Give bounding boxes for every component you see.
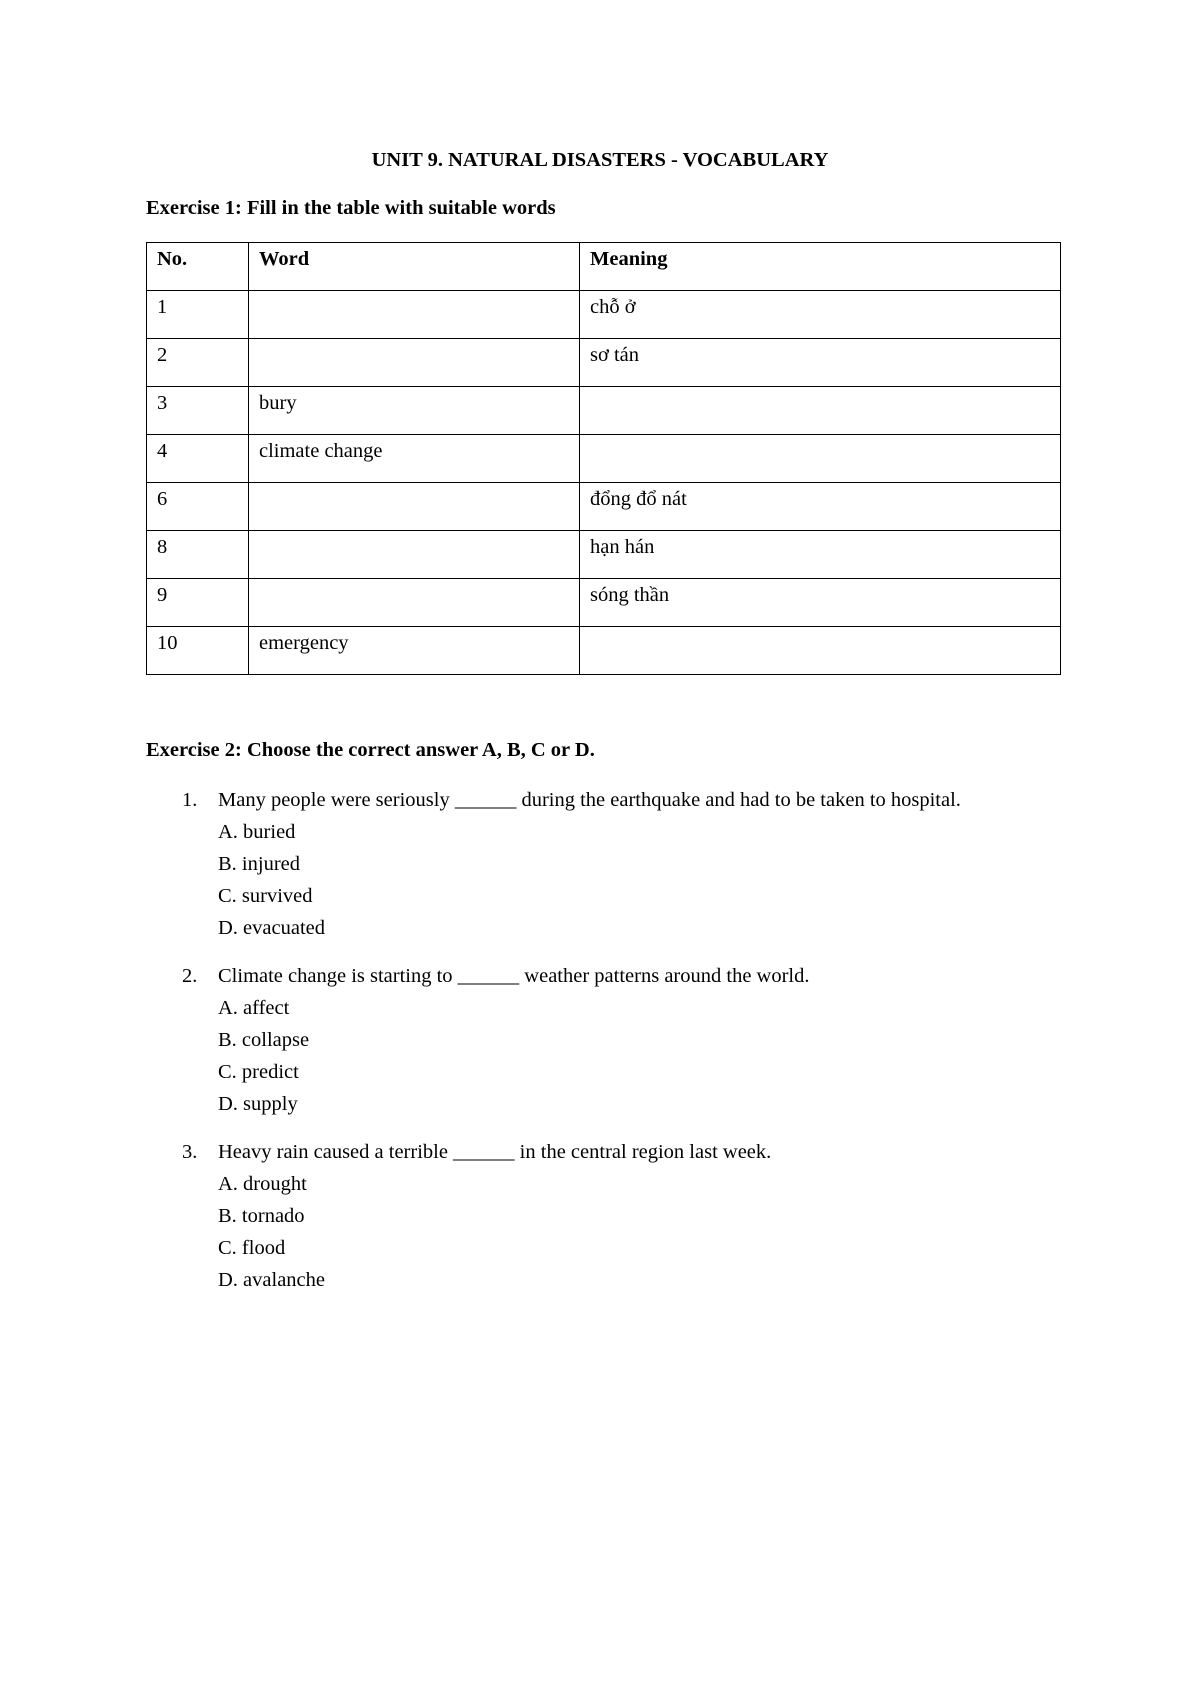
- cell-meaning: đổng đổ nát: [580, 483, 1061, 531]
- option-a: A. buried: [218, 821, 296, 843]
- question-text: Heavy rain caused a terrible ______ in the central region last week.: [218, 1141, 772, 1163]
- cell-meaning: sơ tán: [580, 339, 1061, 387]
- cell-no: 4: [147, 435, 249, 483]
- cell-no: 3: [147, 387, 249, 435]
- cell-meaning: [580, 627, 1061, 675]
- page-title: UNIT 9. NATURAL DISASTERS - VOCABULARY: [371, 149, 829, 171]
- question-number: 1.: [182, 789, 198, 811]
- cell-word: [249, 291, 580, 339]
- table-row: [147, 339, 1061, 387]
- table-row: [147, 579, 1061, 627]
- question-text: Many people were seriously ______ during the earthquake and had to be taken to hospital.: [218, 789, 961, 811]
- option-b: B. collapse: [218, 1029, 310, 1051]
- cell-meaning: [580, 435, 1061, 483]
- cell-meaning: [580, 387, 1061, 435]
- exercise2-heading: Exercise 2: Choose the correct answer A, B, C or D.: [146, 739, 595, 761]
- option-a: A. drought: [218, 1173, 307, 1195]
- cell-word: bury: [249, 387, 580, 435]
- question-list: [146, 784, 1060, 1312]
- option-c: C. predict: [218, 1061, 299, 1083]
- question-number: 2.: [182, 965, 198, 987]
- cell-meaning: chỗ ở: [580, 291, 1061, 339]
- table-row: [147, 483, 1061, 531]
- option-d: D. supply: [218, 1093, 298, 1115]
- header-meaning: Meaning: [580, 243, 1061, 291]
- table-row: [147, 531, 1061, 579]
- cell-no: 8: [147, 531, 249, 579]
- option-d: D. avalanche: [218, 1269, 325, 1291]
- cell-no: 1: [147, 291, 249, 339]
- table-row: [147, 291, 1061, 339]
- question-item: [146, 784, 1060, 944]
- option-b: B. tornado: [218, 1205, 305, 1227]
- cell-no: 9: [147, 579, 249, 627]
- table-row: [147, 435, 1061, 483]
- option-c: C. flood: [218, 1237, 286, 1259]
- vocabulary-table: [146, 242, 1061, 675]
- table-row: [147, 387, 1061, 435]
- cell-no: 2: [147, 339, 249, 387]
- option-d: D. evacuated: [218, 917, 325, 939]
- cell-word: [249, 531, 580, 579]
- header-word: Word: [249, 243, 580, 291]
- cell-word: emergency: [249, 627, 580, 675]
- question-item: [146, 960, 1060, 1120]
- question-item: [146, 1136, 1060, 1296]
- exercise1-heading: Exercise 1: Fill in the table with suitable words: [146, 197, 556, 219]
- header-no: No.: [147, 243, 249, 291]
- table-row: [147, 627, 1061, 675]
- cell-word: climate change: [249, 435, 580, 483]
- cell-no: 10: [147, 627, 249, 675]
- question-text: Climate change is starting to ______ weather patterns around the world.: [218, 965, 810, 987]
- cell-word: [249, 483, 580, 531]
- cell-meaning: hạn hán: [580, 531, 1061, 579]
- cell-meaning: sóng thần: [580, 579, 1061, 627]
- option-a: A. affect: [218, 997, 290, 1019]
- option-b: B. injured: [218, 853, 300, 875]
- question-number: 3.: [182, 1141, 198, 1163]
- table-header-row: [147, 243, 1061, 291]
- option-c: C. survived: [218, 885, 313, 907]
- cell-word: [249, 579, 580, 627]
- cell-word: [249, 339, 580, 387]
- cell-no: 6: [147, 483, 249, 531]
